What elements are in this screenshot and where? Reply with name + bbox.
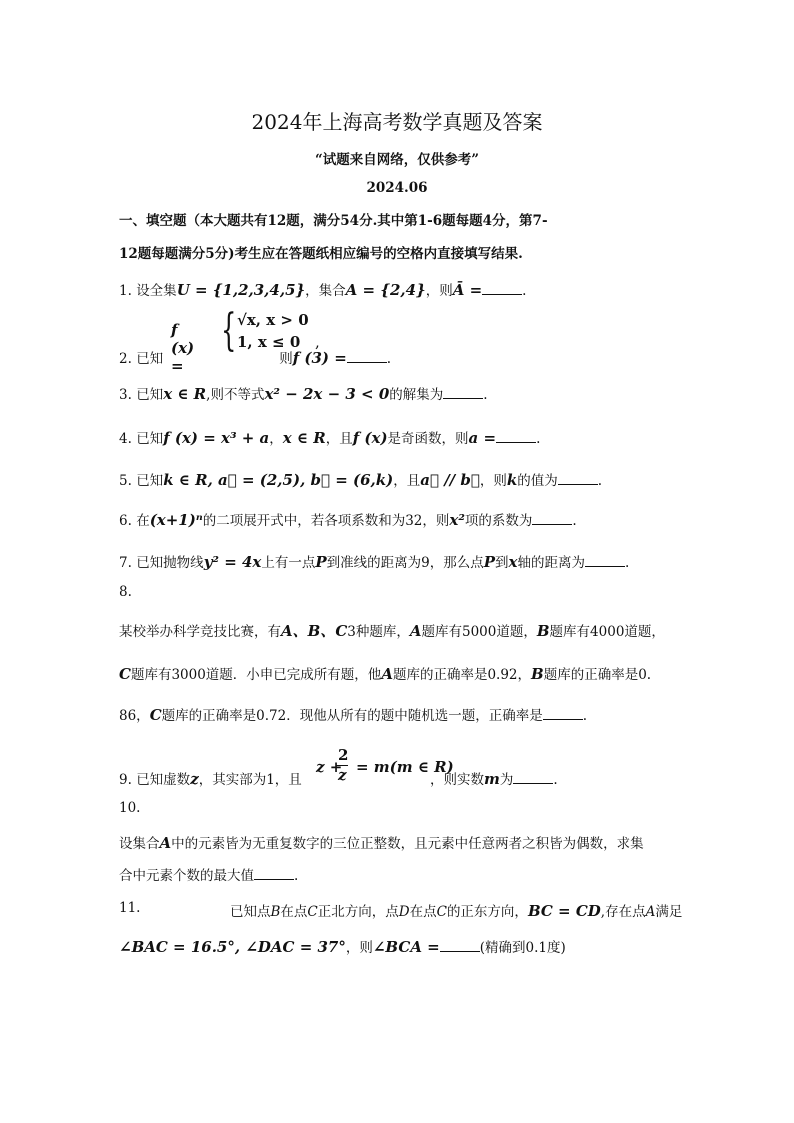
answer-blank — [440, 939, 480, 952]
point-label: D — [398, 904, 410, 920]
math-expression: A = {2,4} — [345, 281, 426, 299]
question-text: . — [386, 351, 392, 367]
math-expression: f (x) = — [171, 321, 195, 375]
question-number: 4. — [119, 431, 132, 447]
answer-blank — [585, 554, 625, 567]
question-number: 1. — [119, 283, 132, 299]
math-expression: A、B、C — [281, 622, 348, 640]
question-text: ，其实部为1，且 — [198, 772, 302, 788]
question-text: 在点 — [409, 904, 437, 920]
math-expression: = m(m ∈ R) — [356, 758, 454, 776]
section-heading-line2: 12题每题满分5分)考生应在答题纸相应编号的空格内直接填写结果. — [119, 246, 523, 262]
question-text: 在 — [136, 513, 150, 529]
math-expression: z + — [316, 758, 343, 776]
question-text: 已知 — [136, 387, 164, 403]
answer-blank — [482, 282, 522, 295]
answer-blank — [543, 707, 583, 720]
question-text: ， — [269, 431, 283, 447]
math-expression: P — [483, 553, 496, 571]
question-6 — [119, 509, 577, 529]
point-label: A — [645, 904, 656, 920]
question-7 — [119, 551, 629, 571]
question-text: ，集合 — [305, 283, 346, 299]
question-8-number: 8. — [119, 584, 132, 600]
math-expression: B — [531, 665, 544, 683]
page-title: 2024年上海高考数学真题及答案 — [251, 110, 543, 134]
question-8-line2 — [119, 663, 651, 683]
question-text: . — [553, 772, 558, 788]
question-text: 是奇函数，则 — [387, 431, 469, 447]
question-11-line2 — [119, 936, 566, 956]
point-label: C — [307, 904, 318, 920]
question-number: 3. — [119, 387, 132, 403]
question-text: ，则实数 — [430, 772, 484, 788]
question-text: 合中元素个数的最大值 — [119, 868, 254, 884]
math-expression: C — [149, 706, 162, 724]
question-number: 9. — [119, 772, 132, 788]
fraction-numerator: 2 — [338, 746, 349, 764]
question-text: 题库的正确率是0.72．现他从所有的题中随机选一题，正确率是 — [161, 708, 543, 724]
fraction-denominator: z — [338, 766, 347, 784]
question-text: 则 — [279, 351, 293, 367]
question-text: 项的系数为 — [464, 513, 533, 529]
answer-blank — [254, 867, 294, 880]
math-expression: ∠BCA = — [372, 938, 440, 956]
question-10-line1 — [119, 832, 644, 852]
math-expression: 1, x ≤ 0 — [237, 333, 301, 351]
answer-blank — [558, 472, 598, 485]
math-expression: x — [508, 553, 518, 571]
question-text: ,存在点 — [600, 904, 646, 920]
math-expression: x ∈ R — [163, 385, 207, 403]
question-text: . — [483, 387, 488, 403]
math-expression: z — [190, 770, 199, 788]
question-text: . — [582, 708, 587, 724]
question-2 — [119, 347, 391, 367]
question-text: 的值为 — [517, 473, 558, 489]
math-expression: A — [159, 834, 172, 852]
math-expression: Ā = — [452, 281, 483, 299]
question-9-tail — [430, 768, 558, 788]
question-text: 设全集 — [136, 283, 177, 299]
question-text: 为 — [499, 772, 514, 788]
question-text: 到 — [495, 555, 509, 571]
question-9 — [119, 768, 302, 788]
question-text: . — [294, 868, 299, 884]
math-expression: (x+1)ⁿ — [149, 511, 203, 529]
math-expression: x² − 2x − 3 < 0 — [264, 385, 390, 403]
question-text: 已知虚数 — [136, 772, 191, 788]
question-text: 设集合 — [119, 836, 160, 852]
math-expression: A — [381, 665, 393, 683]
math-expression: C — [119, 665, 131, 683]
question-text: . — [536, 431, 541, 447]
question-text: 到准线的距离为9，那么点 — [326, 555, 484, 571]
math-expression: f (x) — [352, 429, 388, 447]
brace-symbol: { — [221, 305, 237, 356]
question-number: 5. — [119, 473, 132, 489]
question-text: ，则 — [425, 283, 453, 299]
math-expression: √x, x > 0 — [237, 311, 309, 329]
math-expression: P — [315, 553, 327, 571]
page-subtitle: “试题来自网络，仅供参考” — [314, 152, 480, 168]
point-label: B — [270, 904, 281, 920]
question-10-number: 10. — [119, 800, 141, 816]
section-heading-line1: 一、填空题（本大题共有12题，满分54分.其中第1-6题每题4分，第7- — [119, 213, 548, 229]
question-text: 满足 — [655, 904, 683, 920]
question-text: 3种题库， — [347, 624, 410, 640]
question-number: 7. — [119, 555, 132, 571]
question-text: 已知点 — [230, 904, 271, 920]
question-text: 轴的距离为 — [517, 555, 585, 571]
question-11-line1 — [230, 900, 682, 920]
math-expression: m — [484, 770, 500, 788]
question-text: . — [522, 283, 527, 299]
question-text: 的二项展开式中，若各项系数和为32，则 — [202, 513, 450, 529]
question-text: 题库有4000道题， — [549, 624, 665, 640]
question-text: 中的元素皆为无重复数字的三位正整数，且元素中任意两者之积皆为偶数，求集 — [171, 836, 644, 852]
question-10-line2 — [119, 864, 298, 884]
question-8-line3 — [119, 704, 587, 724]
question-4 — [119, 427, 540, 447]
question-text: 上有一点 — [261, 555, 316, 571]
question-text: ，则 — [479, 473, 507, 489]
question-text: ,则不等式 — [206, 387, 265, 403]
answer-blank — [532, 512, 572, 525]
question-text: 已知 — [136, 473, 164, 489]
question-text: . — [572, 513, 577, 529]
question-3 — [119, 383, 488, 403]
question-8-line1 — [119, 620, 665, 641]
point-label: C — [436, 904, 447, 920]
page-date: 2024.06 — [366, 180, 428, 196]
question-text: 已知 — [136, 431, 164, 447]
question-text: (精确到0.1度) — [479, 940, 566, 956]
math-expression: B — [536, 622, 550, 640]
question-text: 在点 — [280, 904, 308, 920]
question-text: 的正东方向， — [446, 904, 528, 920]
question-text: 正北方向，点 — [317, 904, 399, 920]
question-text: ，且 — [393, 473, 421, 489]
math-expression: ∠BAC = 16.5°, ∠DAC = 37° — [119, 938, 346, 956]
question-text: 86， — [119, 708, 150, 724]
question-11-number: 11. — [119, 900, 141, 916]
question-text: 题库有3000道题．小申已完成所有题，他 — [130, 667, 382, 683]
question-text: ，则 — [345, 940, 373, 956]
math-expression: f (x) = x³ + a — [163, 429, 270, 447]
math-expression: f (3) = — [292, 349, 347, 367]
math-expression: A — [409, 622, 422, 640]
math-expression: y² = 4x — [203, 553, 262, 571]
question-text: 已知抛物线 — [136, 555, 204, 571]
math-expression: BC = CD — [527, 902, 601, 920]
math-expression: k ∈ R, a⃗ = (2,5), b⃗ = (6,k) — [163, 471, 394, 489]
answer-blank — [347, 350, 387, 363]
question-text: , — [315, 333, 320, 351]
math-expression: U = {1,2,3,4,5} — [176, 281, 306, 299]
question-number: 6. — [119, 513, 132, 529]
question-text: . — [624, 555, 630, 571]
math-expression: a⃗ // b⃗ — [420, 471, 480, 489]
math-expression: a = — [468, 429, 497, 447]
question-number: 2. — [119, 351, 132, 367]
answer-blank — [513, 771, 553, 784]
question-text: ，且 — [325, 431, 353, 447]
question-text: 题库的正确率是0. — [543, 667, 652, 683]
answer-blank — [496, 430, 536, 443]
question-text: . — [597, 473, 603, 489]
question-text: 题库的正确率是0.92， — [392, 667, 532, 683]
question-5 — [119, 469, 602, 489]
question-text: 某校举办科学竞技比赛，有 — [119, 624, 281, 640]
question-1 — [119, 279, 526, 299]
answer-blank — [443, 386, 483, 399]
math-expression: x² — [449, 511, 465, 529]
math-expression: k — [506, 471, 518, 489]
question-text: 题库有5000道题， — [421, 624, 537, 640]
math-expression: x ∈ R — [282, 429, 326, 447]
question-text: 的解集为 — [389, 387, 444, 403]
question-text: 已知 — [136, 351, 164, 367]
